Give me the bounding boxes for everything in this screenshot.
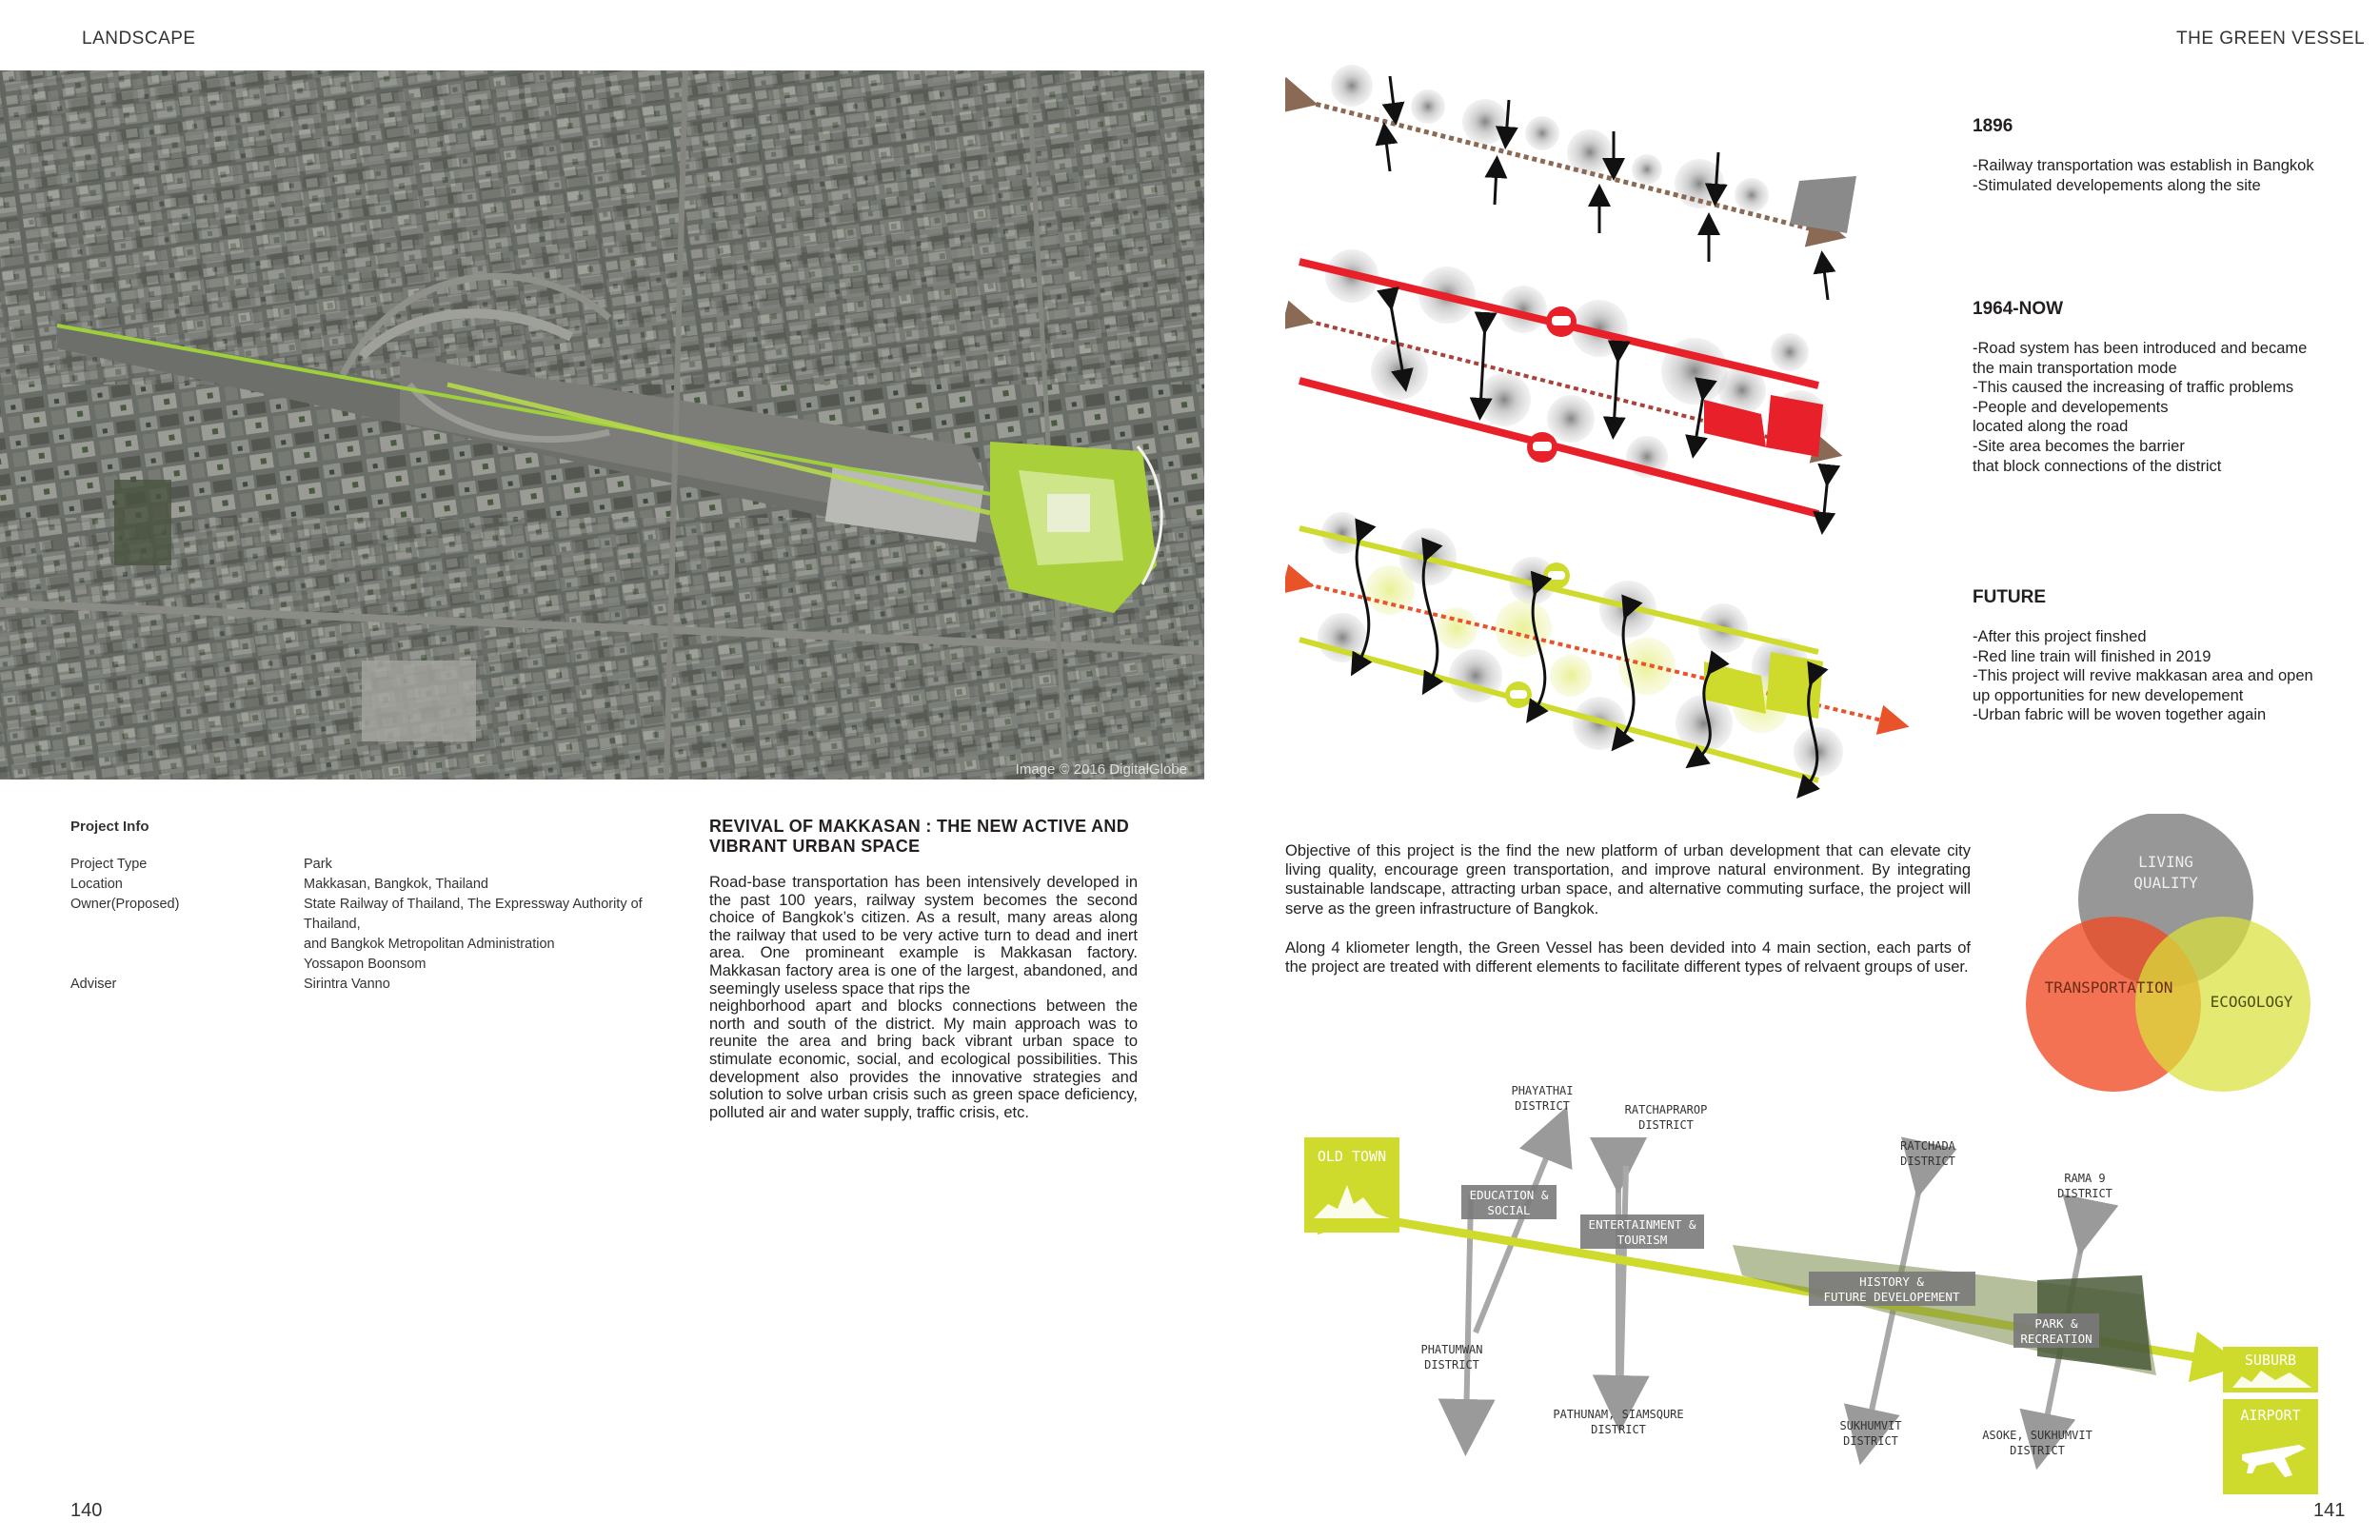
venn-diagram — [2013, 814, 2318, 1109]
district-label-ratchada: RATCHADA — [1900, 1139, 1955, 1153]
section-tag-line: EDUCATION & — [1469, 1188, 1549, 1202]
article-body — [709, 874, 1138, 1121]
district-label-ratchada: DISTRICT — [1900, 1155, 1955, 1168]
running-header-left: LANDSCAPE — [82, 29, 196, 49]
diagram-future — [1299, 512, 1894, 790]
venn-label-ecology: ECOGOLOGY — [2210, 993, 2293, 1011]
project-info-label: Project Type — [70, 857, 148, 872]
objective-paragraph: Objective of this project is the find the new platform of urban development that can elevate city living quality, encourage green transportation, and improve natural environment. By integrating sustainable landscape, attracting urban space, and alternative commuting surface, the project will serve as the green infrastructure of Bangkok. — [1285, 842, 1971, 918]
project-info-value: State Railway of Thailand, The Expressway Authority of Thailand, — [304, 897, 643, 932]
article-paragraph: Road-base transportation has been intensively developed in the past 100 years, railway system becomes the second choice of Bangkok’s citizen. As a result, many areas along the railway that used to be very active turn to dead and inert area. One promineant example is Makkasan factory. Makkasan factory area is one of the largest, abandoned, and seemingly useless space that rips the — [709, 874, 1138, 997]
project-info-label: Adviser — [70, 977, 117, 992]
article-title: REVIVAL OF MAKKASAN : THE NEW ACTIVE AND VIBRANT URBAN SPACE — [709, 817, 1130, 856]
section-tag-line: HISTORY & — [1859, 1274, 1924, 1289]
timeline-year: 1964-NOW — [1973, 299, 2064, 319]
objective-text — [1285, 841, 1971, 997]
district-label-ratchaprarop: DISTRICT — [1638, 1118, 1694, 1132]
car-icon — [1533, 442, 1552, 451]
timeline-note: -Site area becomes the barrier — [1973, 437, 2185, 455]
district-label-phatumwan: DISTRICT — [1424, 1358, 1479, 1372]
section-tag-entertainment — [1580, 1214, 1704, 1249]
timeline-note: -People and developements — [1973, 398, 2169, 416]
district-label-phayathai: PHAYATHAI — [1511, 1084, 1574, 1097]
section-tag-line: SOCIAL — [1487, 1203, 1531, 1217]
project-info-value: Sirintra Vanno — [304, 977, 390, 992]
timeline-note: -Road system has been introduced and became — [1973, 340, 2308, 357]
axis-phayathai — [1476, 1133, 1557, 1333]
district-label-ratchaprarop: RATCHAPRAROP — [1624, 1103, 1708, 1116]
timeline-year: FUTURE — [1973, 587, 2047, 607]
timeline-note: that block connections of the district — [1973, 457, 2222, 475]
suburb-label: SUBURB — [2244, 1352, 2297, 1369]
project-info-row — [70, 895, 661, 935]
timeline-1896 — [1973, 116, 2314, 195]
project-info-row — [70, 875, 661, 895]
article-paragraph: neighborhood apart and blocks connections between the north and south of the district. My main approach was to reunite the area and bring back vibrant urban space to stimulate economic, social, and ecological possibilities. This development also provides the innovative strategies and solution to solve urban crisis such as green space deficiency, polluted air and water supply, traffic crisis, etc. — [709, 997, 1138, 1121]
project-info-title: Project Info — [70, 819, 149, 835]
district-label-sukhumvit: DISTRICT — [1843, 1434, 1898, 1448]
district-label-rama9: DISTRICT — [2057, 1187, 2112, 1200]
objective-paragraph: Along 4 kliometer length, the Green Vessel has been devided into 4 main section, each parts of the project are treated with different elements to facilitate different types of relvaent groups of user. — [1285, 938, 1971, 977]
project-info-row — [70, 855, 661, 875]
section-tag-park — [2013, 1313, 2099, 1348]
section-tag-line: ENTERTAINMENT & — [1588, 1217, 1696, 1232]
car-icon — [1552, 316, 1571, 326]
project-info-row — [70, 935, 661, 955]
section-tag-line: TOURISM — [1616, 1233, 1668, 1247]
project-info-label: Owner(Proposed) — [70, 897, 180, 912]
timeline-note: up opportunities for new developement — [1973, 686, 2244, 704]
page-number-right: 141 — [2313, 1500, 2346, 1521]
section-tag-line: FUTURE DEVELOPEMENT — [1823, 1290, 1960, 1304]
diagram-1964-now — [1299, 249, 1828, 523]
timeline-notes — [1973, 339, 2307, 476]
green-vessel-section-map — [1295, 1076, 2323, 1494]
district-label-phatumwan: PHATUMWAN — [1420, 1343, 1483, 1356]
page-number-left: 140 — [70, 1500, 103, 1521]
section-tag-history — [1809, 1272, 1975, 1306]
project-info-value: and Bangkok Metropolitan Administration — [304, 937, 555, 952]
project-info-label: Location — [70, 877, 123, 892]
project-info-value: Makkasan, Bangkok, Thailand — [304, 877, 488, 892]
venn-label-transportation: TRANSPORTATION — [2044, 978, 2173, 997]
district-label-sukhumvit: SUKHUMVIT — [1839, 1419, 1902, 1432]
section-tag-education — [1461, 1185, 1557, 1219]
district-label-asoke: DISTRICT — [2010, 1444, 2065, 1457]
project-info-row — [70, 955, 661, 975]
project-info-value: Yossapon Boonsom — [304, 957, 426, 972]
timeline-future — [1973, 587, 2313, 725]
venn-label-living: LIVING — [2138, 853, 2193, 871]
car-icon — [1548, 571, 1565, 580]
aerial-image-credit: Image © 2016 DigitalGlobe — [1015, 761, 1187, 778]
aerial-photo-graphic — [0, 70, 1204, 780]
district-label-asoke: ASOKE, SUKHUMVIT — [1982, 1429, 2092, 1442]
venn-label-quality: QUALITY — [2133, 874, 2198, 892]
timeline-notes — [1973, 627, 2313, 725]
section-tag-line: PARK & — [2034, 1316, 2078, 1331]
timeline-1964-now — [1973, 299, 2307, 476]
project-info-value: Park — [304, 857, 332, 872]
section-tag-line: RECREATION — [2020, 1332, 2092, 1346]
diagram-1896 — [1299, 65, 1856, 300]
timeline-year: 1896 — [1973, 116, 2013, 136]
timeline-note: located along the road — [1973, 418, 2129, 436]
district-label-pathunam: DISTRICT — [1591, 1423, 1646, 1436]
timeline-notes — [1973, 156, 2314, 195]
project-info-table — [70, 855, 661, 995]
timeline-note: -Railway transportation was establish in Bangkok — [1973, 157, 2314, 174]
timeline-note: -Red line train will finished in 2019 — [1973, 647, 2211, 665]
project-info-label — [70, 955, 304, 975]
car-icon — [1510, 690, 1527, 699]
timeline-note: -After this project finshed — [1973, 628, 2147, 645]
project-info-label — [70, 935, 304, 955]
timeline-note: -Urban fabric will be woven together again — [1973, 706, 2267, 724]
timeline-note: -This caused the increasing of traffic problems — [1973, 379, 2294, 397]
project-info-row — [70, 975, 661, 995]
evolution-diagrams — [1285, 57, 1914, 800]
running-header-right: THE GREEN VESSEL — [2176, 29, 2366, 49]
timeline-note: -This project will revive makkasan area and open — [1973, 667, 2313, 685]
old-town-label: OLD TOWN — [1317, 1148, 1387, 1165]
airport-label: AIRPORT — [2240, 1407, 2301, 1424]
district-label-pathunam: PATHUNAM, SIAMSQURE — [1553, 1408, 1684, 1421]
district-label-rama9: RAMA 9 — [2064, 1172, 2106, 1185]
timeline-note: -Stimulated developements along the site — [1973, 176, 2261, 194]
timeline-note: the main transportation mode — [1973, 359, 2177, 377]
aerial-site-photo — [0, 70, 1204, 780]
district-label-phayathai: DISTRICT — [1515, 1099, 1570, 1113]
